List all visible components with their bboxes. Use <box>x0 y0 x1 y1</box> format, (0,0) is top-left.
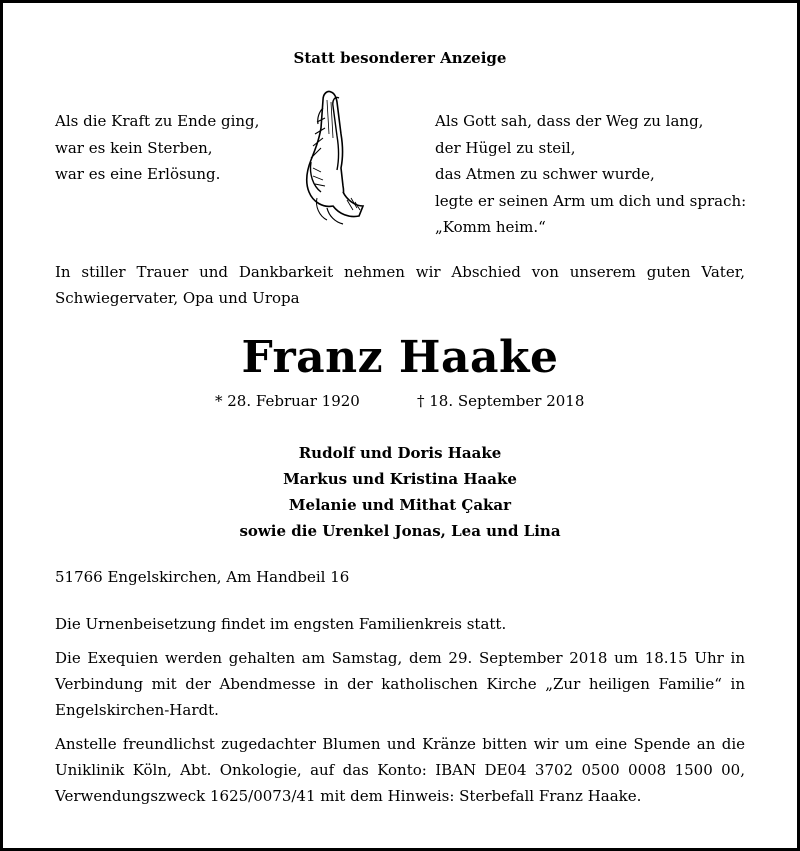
poem-right-line: das Atmen zu schwer wurde, <box>435 165 655 183</box>
family-address: 51766 Engelskirchen, Am Handbeil 16 <box>55 568 350 586</box>
poem-right-line: „Komm heim.“ <box>435 218 546 236</box>
poem-left <box>55 108 259 188</box>
poem-right-line: legte er seinen Arm um dich und sprach: <box>435 191 747 210</box>
mourner-line: sowie die Urenkel Jonas, Lea und Lina <box>239 522 561 540</box>
mourner-line: Rudolf und Doris Haake <box>298 444 502 462</box>
mourners-list <box>55 440 745 544</box>
intro-text: In stiller Trauer und Dankbarkeit nehmen wir Abschied von unserem guten Vater, Schwiegervater, Opa und Uropa <box>55 263 745 307</box>
poem-right <box>435 108 746 241</box>
death-date: † 18. September 2018 <box>417 392 585 410</box>
burial-info: Die Urnenbeisetzung findet im engsten Familienkreis statt. <box>55 615 507 633</box>
notice-header: Statt besonderer Anzeige <box>293 49 507 67</box>
service-info: Die Exequien werden gehalten am Samstag, dem 29. September 2018 um 18.15 Uhr in Verbindung mit der Abendmesse in der katholischen Kirche „Zur heiligen Familie“ in Engelskirchen-Hardt. <box>55 649 745 719</box>
donation-info: Anstelle freundlichst zugedachter Blumen und Kränze bitten wir um eine Spende an die Uniklinik Köln, Abt. Onkologie, auf das Konto: IBAN DE04 3702 0500 0008 1500 00, Verwendungszweck 1625/0073/41 mit dem Hinweis: Sterbefall Franz Haake. <box>55 735 745 805</box>
mourner-line: Markus und Kristina Haake <box>283 470 517 488</box>
deceased-name: Franz Haake <box>241 332 559 383</box>
poem-right-line: Als Gott sah, dass der Weg zu lang, <box>435 112 704 130</box>
praying-hands-icon <box>287 88 367 228</box>
birth-date: * 28. Februar 1920 <box>215 392 360 410</box>
poem-right-line: der Hügel zu steil, <box>435 138 576 157</box>
poem-left-line: Als die Kraft zu Ende ging, <box>55 112 260 130</box>
poem-left-line: war es kein Sterben, <box>55 138 213 157</box>
poem-left-line: war es eine Erlösung. <box>55 165 221 183</box>
mourner-line: Melanie und Mithat Çakar <box>288 496 512 514</box>
